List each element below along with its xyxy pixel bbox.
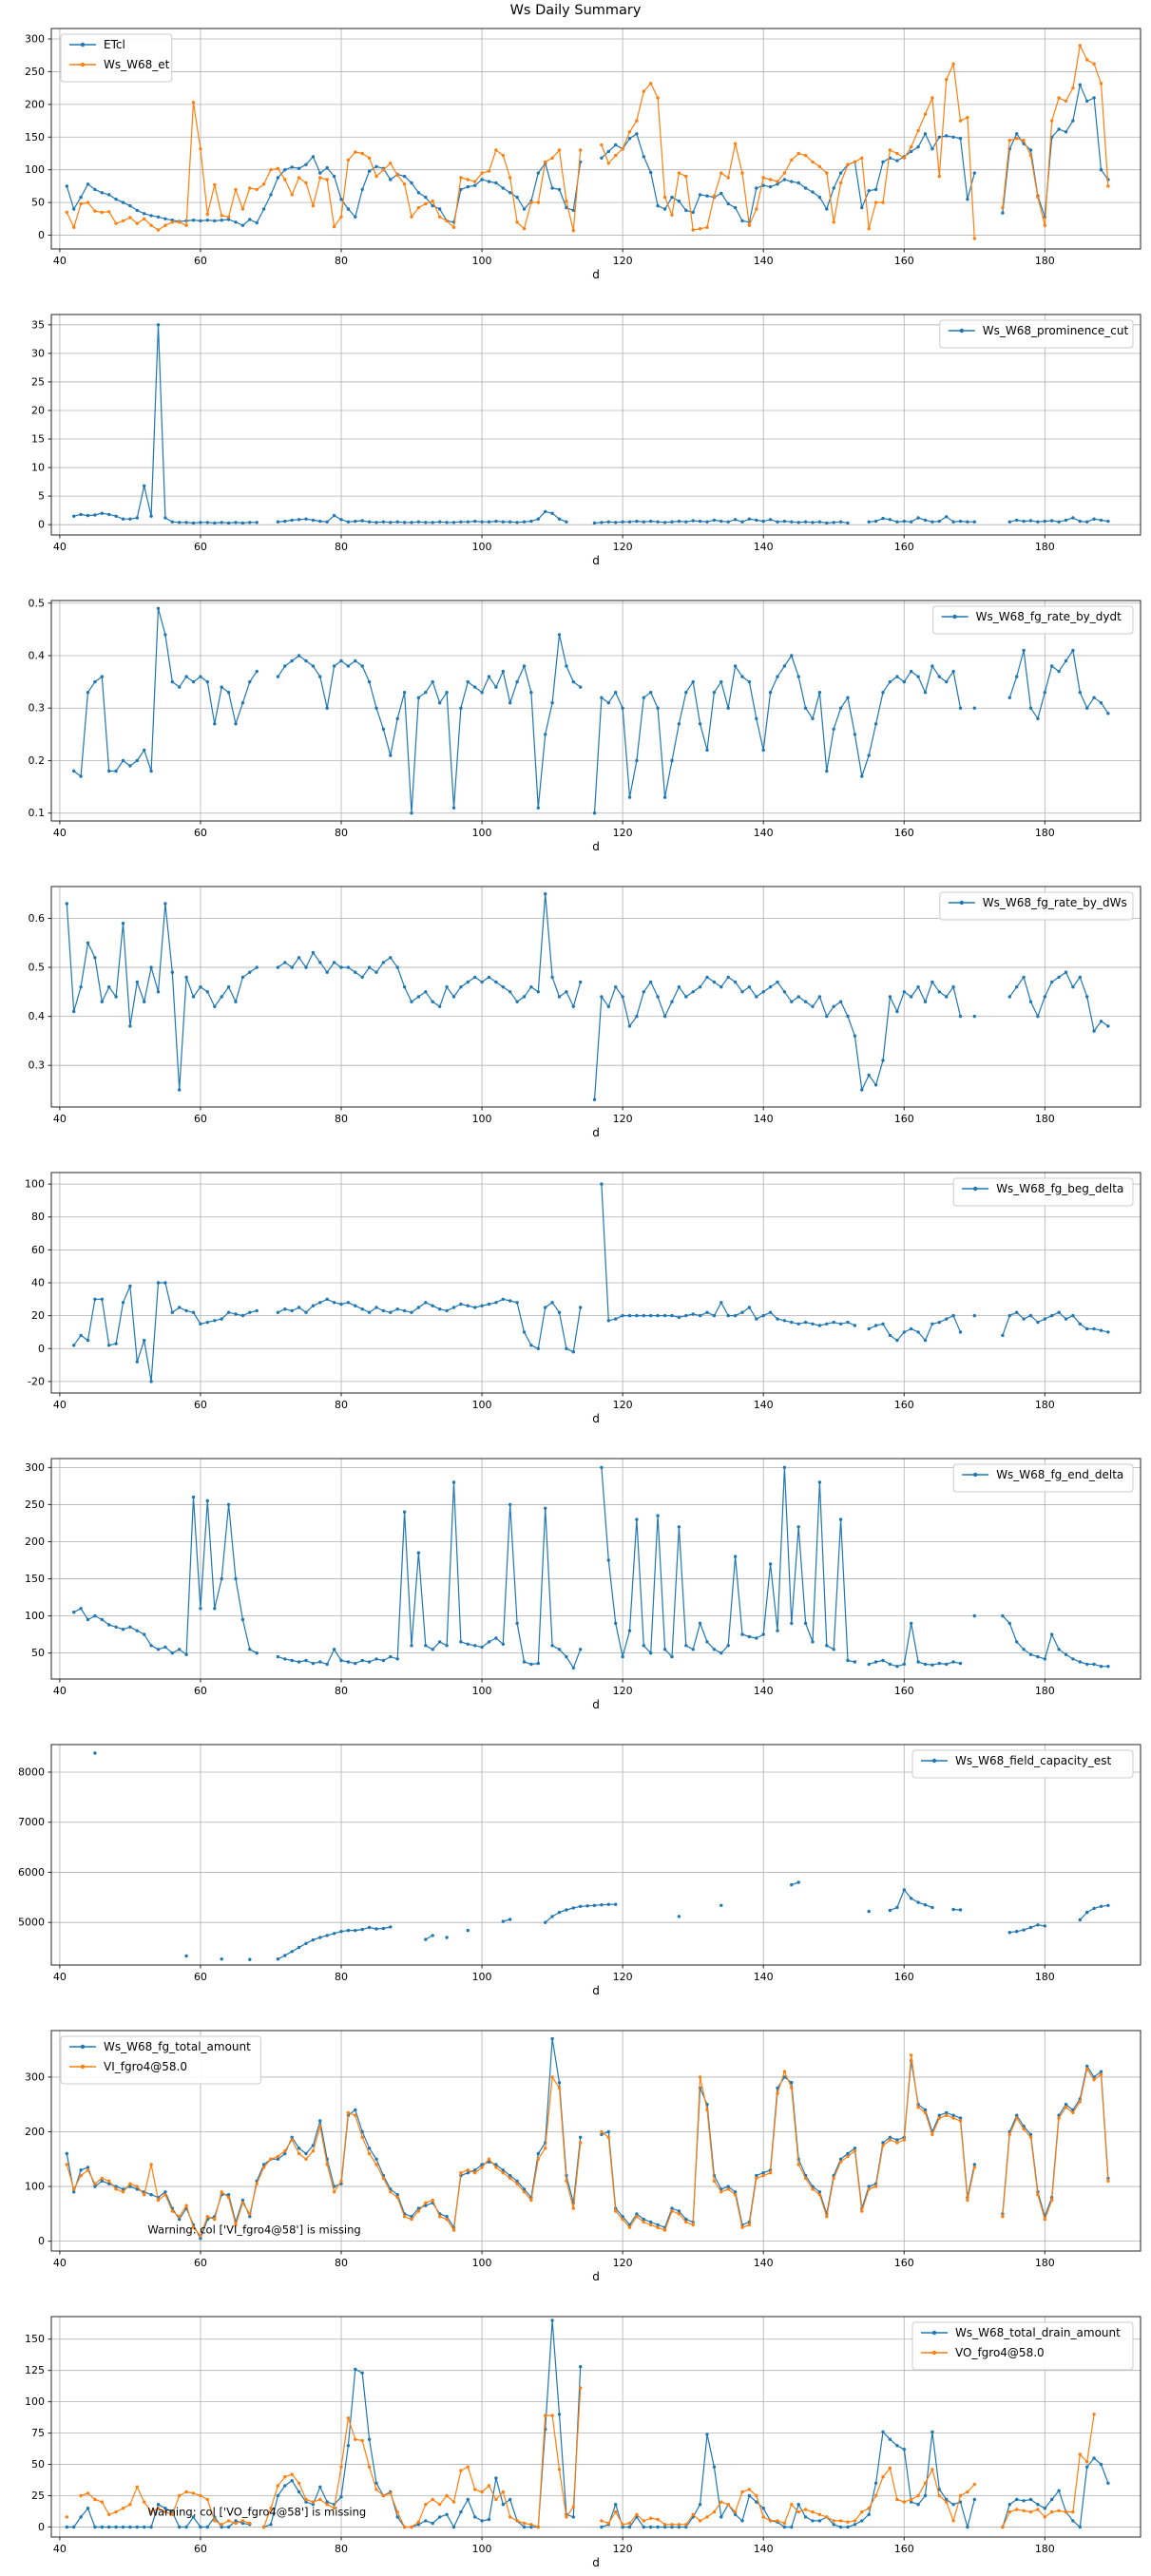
panel-fg_total_amount: [0, 2002, 1151, 2288]
svg-text:6000: 6000: [18, 1865, 45, 1879]
svg-text:5000: 5000: [18, 1916, 45, 1929]
svg-text:140: 140: [753, 541, 774, 553]
svg-text:20: 20: [31, 404, 45, 417]
svg-text:40: 40: [52, 1399, 67, 1411]
svg-text:5: 5: [38, 489, 45, 503]
svg-text:80: 80: [31, 1211, 45, 1224]
warning-annotation: Warning: col ['VI_fgro4@58'] is missing: [147, 2223, 361, 2237]
svg-text:0: 0: [38, 2520, 45, 2533]
svg-text:200: 200: [25, 2126, 45, 2139]
svg-text:40: 40: [52, 2543, 67, 2555]
x-axis-label: d: [592, 1126, 600, 1139]
svg-text:160: 160: [893, 255, 914, 267]
svg-text:20: 20: [31, 1309, 45, 1323]
x-axis-label: d: [592, 1698, 600, 1711]
svg-text:0.2: 0.2: [28, 754, 45, 767]
figure-title: Ws Daily Summary: [509, 3, 642, 18]
svg-text:100: 100: [25, 2395, 45, 2409]
legend: [953, 1178, 1133, 1206]
legend-label: VO_fgro4@58.0: [955, 2346, 1045, 2359]
svg-text:180: 180: [1034, 1399, 1055, 1411]
svg-text:15: 15: [31, 432, 45, 446]
svg-text:100: 100: [25, 1177, 45, 1191]
svg-text:25: 25: [31, 2490, 45, 2502]
svg-text:180: 180: [1034, 255, 1055, 267]
svg-text:60: 60: [31, 1243, 45, 1256]
panel-total_drain_amount: [0, 2288, 1151, 2574]
svg-text:300: 300: [25, 32, 45, 46]
svg-text:0.3: 0.3: [28, 701, 45, 715]
svg-text:80: 80: [335, 255, 349, 267]
legend-label: Ws_W68_total_drain_amount: [955, 2326, 1121, 2339]
legend-label: Ws_W68_fg_beg_delta: [996, 1182, 1124, 1195]
svg-text:180: 180: [1034, 541, 1055, 553]
legend-label: Ws_W68_fg_end_delta: [996, 1468, 1124, 1481]
legend-label: Ws_W68_fg_rate_by_dydt: [975, 610, 1122, 623]
svg-text:150: 150: [25, 130, 45, 143]
svg-text:180: 180: [1034, 2257, 1055, 2269]
svg-text:120: 120: [612, 2257, 633, 2269]
svg-text:-20: -20: [28, 1375, 45, 1388]
svg-text:120: 120: [612, 541, 633, 553]
svg-text:0: 0: [38, 229, 45, 242]
svg-text:100: 100: [25, 1610, 45, 1623]
svg-text:100: 100: [471, 1685, 492, 1697]
svg-text:0.5: 0.5: [28, 597, 45, 610]
svg-text:160: 160: [893, 1685, 914, 1697]
svg-text:50: 50: [31, 2458, 45, 2471]
svg-text:0.1: 0.1: [28, 807, 45, 820]
svg-text:100: 100: [471, 827, 492, 839]
svg-text:0.5: 0.5: [28, 961, 45, 974]
svg-text:180: 180: [1034, 2543, 1055, 2555]
svg-text:60: 60: [193, 1685, 207, 1697]
svg-text:140: 140: [753, 1971, 774, 1983]
x-axis-label: d: [592, 554, 600, 567]
x-axis-label: d: [592, 840, 600, 853]
svg-text:140: 140: [753, 1399, 774, 1411]
svg-text:100: 100: [471, 2543, 492, 2555]
legend-label: Ws_W68_et: [104, 58, 170, 71]
svg-text:140: 140: [753, 827, 774, 839]
svg-text:80: 80: [335, 1399, 349, 1411]
svg-text:100: 100: [25, 2180, 45, 2193]
svg-text:140: 140: [753, 255, 774, 267]
legend-label: VI_fgro4@58.0: [104, 2060, 187, 2073]
svg-text:0: 0: [38, 2235, 45, 2248]
svg-text:25: 25: [31, 375, 45, 389]
svg-text:160: 160: [893, 1971, 914, 1983]
svg-text:60: 60: [193, 2257, 207, 2269]
svg-text:180: 180: [1034, 1971, 1055, 1983]
svg-text:80: 80: [335, 1113, 349, 1125]
svg-text:180: 180: [1034, 1113, 1055, 1125]
svg-text:140: 140: [753, 2543, 774, 2555]
svg-text:140: 140: [753, 2257, 774, 2269]
svg-text:180: 180: [1034, 1685, 1055, 1697]
panel-field_capacity_est: [0, 1716, 1151, 2002]
svg-text:100: 100: [471, 1399, 492, 1411]
svg-text:60: 60: [193, 255, 207, 267]
x-axis-label: d: [592, 268, 600, 281]
svg-text:40: 40: [31, 1276, 45, 1289]
legend-label: Ws_W68_field_capacity_est: [955, 1754, 1112, 1767]
svg-text:0: 0: [38, 518, 45, 531]
svg-text:200: 200: [25, 98, 45, 111]
svg-text:250: 250: [25, 1498, 45, 1511]
svg-text:50: 50: [31, 196, 45, 209]
svg-text:60: 60: [193, 1971, 207, 1983]
svg-text:160: 160: [893, 1399, 914, 1411]
legend: [61, 34, 172, 82]
svg-text:50: 50: [31, 1647, 45, 1660]
svg-text:30: 30: [31, 347, 45, 360]
svg-text:150: 150: [25, 1573, 45, 1586]
svg-text:160: 160: [893, 541, 914, 553]
legend: [940, 892, 1133, 920]
svg-text:60: 60: [193, 827, 207, 839]
svg-text:120: 120: [612, 1971, 633, 1983]
x-axis-label: d: [592, 2556, 600, 2569]
svg-text:120: 120: [612, 255, 633, 267]
svg-text:100: 100: [471, 2257, 492, 2269]
legend: [61, 2036, 260, 2084]
svg-text:140: 140: [753, 1685, 774, 1697]
svg-text:40: 40: [52, 1685, 67, 1697]
legend: [933, 606, 1133, 634]
svg-text:100: 100: [471, 1971, 492, 1983]
svg-text:60: 60: [193, 541, 207, 553]
svg-text:300: 300: [25, 1460, 45, 1474]
svg-text:300: 300: [25, 2070, 45, 2084]
legend: [940, 320, 1133, 348]
x-axis-label: d: [592, 2270, 600, 2283]
svg-text:40: 40: [52, 255, 67, 267]
x-axis-label: d: [592, 1984, 600, 1997]
svg-text:80: 80: [335, 541, 349, 553]
svg-text:40: 40: [52, 541, 67, 553]
svg-text:80: 80: [335, 1685, 349, 1697]
svg-text:100: 100: [471, 1113, 492, 1125]
svg-text:40: 40: [52, 1971, 67, 1983]
svg-text:100: 100: [471, 255, 492, 267]
svg-text:125: 125: [25, 2364, 45, 2377]
legend-label: ETcl: [104, 38, 125, 51]
svg-text:160: 160: [893, 2257, 914, 2269]
svg-text:120: 120: [612, 2543, 633, 2555]
svg-text:80: 80: [335, 827, 349, 839]
svg-text:160: 160: [893, 1113, 914, 1125]
svg-text:8000: 8000: [18, 1765, 45, 1779]
legend: [953, 1464, 1133, 1492]
legend: [912, 2322, 1133, 2370]
svg-text:75: 75: [31, 2427, 45, 2440]
svg-text:35: 35: [31, 318, 45, 332]
svg-text:120: 120: [612, 1113, 633, 1125]
svg-text:100: 100: [25, 163, 45, 177]
svg-text:150: 150: [25, 2333, 45, 2346]
svg-text:160: 160: [893, 2543, 914, 2555]
svg-text:80: 80: [335, 1971, 349, 1983]
panel-fg_beg_delta: [0, 1144, 1151, 1430]
svg-text:40: 40: [52, 827, 67, 839]
svg-text:0.4: 0.4: [28, 1010, 45, 1023]
svg-text:160: 160: [893, 827, 914, 839]
panel-prominence_cut: [0, 286, 1151, 572]
warning-annotation: Warning: col ['VO_fgro4@58'] is missing: [147, 2505, 367, 2519]
panel-fg_rate_by_dydt: [0, 572, 1151, 858]
svg-text:40: 40: [52, 2257, 67, 2269]
panel-fg_end_delta: [0, 1430, 1151, 1716]
svg-text:200: 200: [25, 1535, 45, 1548]
svg-text:120: 120: [612, 1399, 633, 1411]
svg-text:0: 0: [38, 1342, 45, 1355]
svg-text:0.4: 0.4: [28, 649, 45, 662]
x-axis-label: d: [592, 1412, 600, 1425]
svg-text:60: 60: [193, 1113, 207, 1125]
svg-text:0.3: 0.3: [28, 1059, 45, 1072]
svg-text:7000: 7000: [18, 1816, 45, 1829]
panel-background: [0, 0, 1151, 286]
legend-label: Ws_W68_fg_rate_by_dWs: [982, 896, 1127, 909]
legend-label: Ws_W68_prominence_cut: [982, 324, 1129, 337]
legend-label: Ws_W68_fg_total_amount: [104, 2040, 251, 2053]
svg-text:80: 80: [335, 2543, 349, 2555]
svg-text:120: 120: [612, 1685, 633, 1697]
svg-text:60: 60: [193, 1399, 207, 1411]
svg-text:60: 60: [193, 2543, 207, 2555]
panel-fg_rate_by_dWs: [0, 858, 1151, 1144]
panel-et: [0, 0, 1151, 286]
svg-text:40: 40: [52, 1113, 67, 1125]
svg-text:140: 140: [753, 1113, 774, 1125]
legend: [912, 1750, 1133, 1778]
svg-text:80: 80: [335, 2257, 349, 2269]
svg-text:180: 180: [1034, 827, 1055, 839]
svg-text:10: 10: [31, 461, 45, 474]
svg-text:100: 100: [471, 541, 492, 553]
svg-text:0.6: 0.6: [28, 912, 45, 925]
svg-text:250: 250: [25, 65, 45, 78]
svg-text:120: 120: [612, 827, 633, 839]
